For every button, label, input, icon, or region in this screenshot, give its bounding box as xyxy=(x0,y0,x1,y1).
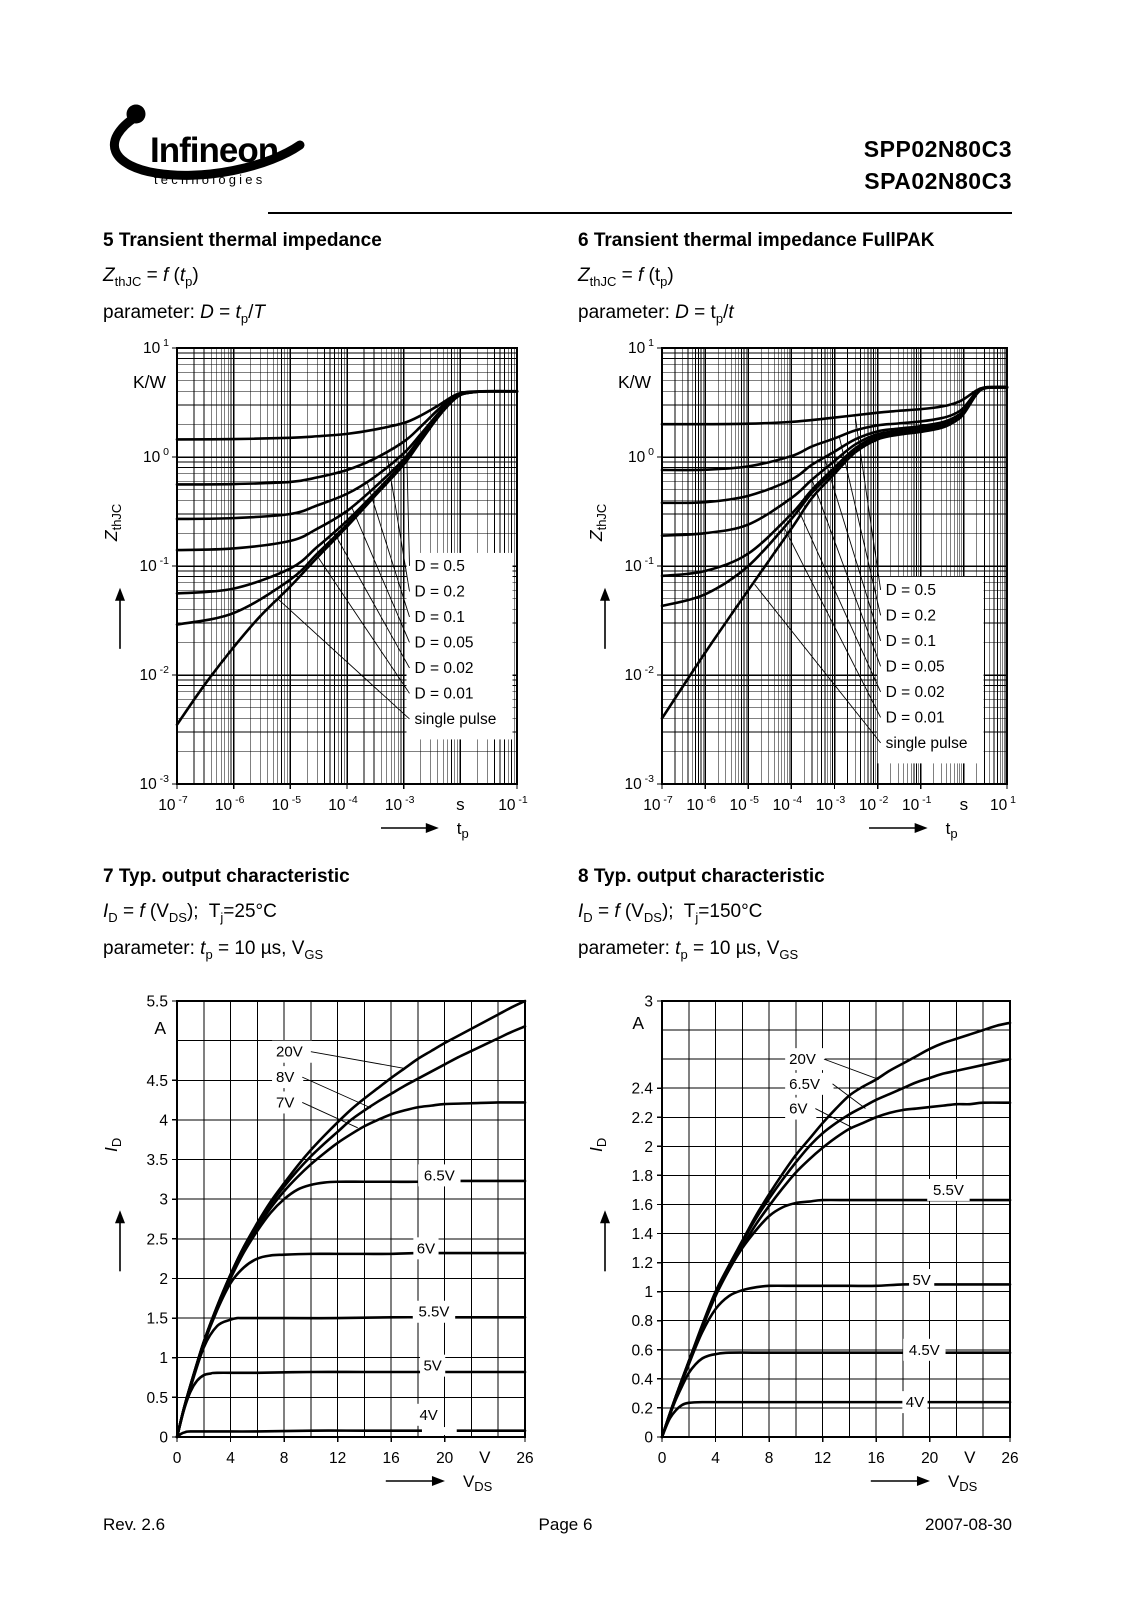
svg-text:8: 8 xyxy=(279,1450,289,1467)
svg-text:10 -4: 10 $^{-4}$ xyxy=(328,794,358,814)
svg-text:5.5: 5.5 xyxy=(146,993,168,1011)
svg-text:1.5: 1.5 xyxy=(146,1310,168,1328)
part-number-1: SPP02N80C3 xyxy=(863,136,1012,162)
svg-text:10 -7: 10 $^{-7}$ xyxy=(643,794,673,814)
footer-page: Page 6 xyxy=(538,1515,593,1534)
svg-text:1.8: 1.8 xyxy=(631,1167,653,1185)
svg-text:1: 1 xyxy=(644,1284,653,1302)
svg-text:VDS: $V_{DS}$ xyxy=(462,1472,493,1494)
svg-text:5.5V: 5.5V xyxy=(933,1181,964,1199)
logo-dot-icon xyxy=(127,105,146,124)
svg-text:ID: $I_D$ xyxy=(101,1137,124,1153)
svg-text:D = 0.5: D = 0.5 xyxy=(885,581,937,599)
svg-text:D = 0.2: D = 0.2 xyxy=(414,583,465,601)
svg-text:ZthJC: $Z_{thJC}$ xyxy=(101,503,124,542)
svg-text:2.5: 2.5 xyxy=(146,1231,168,1249)
chart-8-typ-output-characteristic-150c xyxy=(580,963,1045,1508)
footer-rev: Rev. 2.6 xyxy=(103,1515,166,1534)
section-5-function: $Z_{thJC} = f$ $(t_p)$ xyxy=(103,265,199,289)
svg-text:10 -2: 10 $^{-2}$ xyxy=(624,664,654,684)
svg-text:4.5V: 4.5V xyxy=(908,1341,940,1359)
section-5-parameter: parameter: $D = t_p/T$ xyxy=(103,302,265,326)
svg-text:26: 26 xyxy=(1001,1450,1019,1467)
svg-text:2: 2 xyxy=(644,1138,653,1156)
svg-text:1.6: 1.6 xyxy=(631,1196,653,1214)
part-number-2: SPA02N80C3 xyxy=(864,168,1012,194)
svg-text:20: 20 xyxy=(921,1450,939,1467)
section-5-title: 5 Transient thermal impedance xyxy=(103,230,382,251)
svg-text:10 -2: 10 $^{-2}$ xyxy=(139,664,169,684)
svg-text:10 -3: 10 $^{-3}$ xyxy=(815,794,846,814)
svg-text:D = 0.2: D = 0.2 xyxy=(885,607,937,625)
svg-text:3: 3 xyxy=(159,1191,168,1209)
svg-text:5V: 5V xyxy=(912,1272,931,1290)
svg-text:V: V xyxy=(964,1448,976,1467)
svg-text:10 -7: 10 $^{-7}$ xyxy=(158,794,188,814)
svg-text:0.8: 0.8 xyxy=(631,1313,653,1331)
svg-text:0.4: 0.4 xyxy=(631,1371,653,1389)
svg-text:10 -5: 10 $^{-5}$ xyxy=(271,794,302,814)
svg-text:A: A xyxy=(154,1018,166,1038)
svg-text:10 -2: 10 $^{-2}$ xyxy=(858,794,889,814)
svg-text:6V: 6V xyxy=(789,1100,808,1118)
svg-text:10 -1: 10 $^{-1}$ xyxy=(139,555,169,575)
section-8-title: 8 Typ. output characteristic xyxy=(578,866,825,887)
svg-text:single pulse: single pulse xyxy=(885,734,968,752)
svg-text:tp: $t_p$ xyxy=(945,819,958,841)
svg-text:0: 0 xyxy=(172,1450,182,1467)
section-7-parameter: parameter: $t_p = 10$ µs, $V_{GS}$ xyxy=(103,938,324,962)
svg-text:2: 2 xyxy=(159,1270,168,1288)
svg-text:10 1: 10 $^1$ xyxy=(142,337,169,357)
svg-text:D = 0.02: D = 0.02 xyxy=(414,659,474,677)
svg-text:V: V xyxy=(479,1448,491,1467)
svg-text:6.5V: 6.5V xyxy=(423,1167,455,1185)
svg-text:VDS: $V_{DS}$ xyxy=(947,1472,978,1494)
svg-text:D = 0.01: D = 0.01 xyxy=(885,709,945,727)
svg-text:20V: 20V xyxy=(789,1051,816,1069)
svg-text:1: 1 xyxy=(159,1350,168,1368)
section-7-function: $I_D = f$ $(V_{DS})$; $T_j=25^\circ C$ xyxy=(103,901,277,925)
section-8-parameter: parameter: $t_p = 10$ µs, $V_{GS}$ xyxy=(578,938,799,962)
section-8-function: $I_D = f$ $(V_{DS})$; $T_j=150^\circ C$ xyxy=(578,901,763,925)
svg-text:10 -3: 10 $^{-3}$ xyxy=(624,773,654,793)
svg-text:0.5: 0.5 xyxy=(146,1389,168,1407)
svg-text:10 -5: 10 $^{-5}$ xyxy=(729,794,760,814)
svg-text:D = 0.1: D = 0.1 xyxy=(885,632,937,650)
svg-text:ZthJC: $Z_{thJC}$ xyxy=(586,503,609,542)
svg-text:0: 0 xyxy=(644,1429,653,1447)
svg-text:s: s xyxy=(456,795,465,814)
svg-text:0.6: 0.6 xyxy=(631,1342,653,1360)
svg-text:4V: 4V xyxy=(419,1406,438,1424)
svg-text:K/W: K/W xyxy=(132,372,166,392)
section-6-parameter: parameter: $D = t_p/t$ xyxy=(578,302,734,326)
svg-text:4V: 4V xyxy=(905,1394,925,1412)
svg-text:D = 0.05: D = 0.05 xyxy=(414,634,474,652)
svg-text:4: 4 xyxy=(159,1112,168,1130)
svg-text:0.2: 0.2 xyxy=(631,1400,653,1418)
svg-text:10 -3: 10 $^{-3}$ xyxy=(139,773,169,793)
svg-text:7V: 7V xyxy=(276,1094,295,1112)
chart-5-transient-thermal-impedance xyxy=(95,335,550,850)
svg-text:0: 0 xyxy=(159,1429,168,1447)
svg-text:10 1: 10 $^1$ xyxy=(989,794,1017,814)
section-6-function: $Z_{thJC} = f$ $(t_p)$ xyxy=(578,265,674,289)
svg-text:6.5V: 6.5V xyxy=(789,1075,821,1093)
svg-text:16: 16 xyxy=(382,1450,400,1467)
logo-wordmark: Infineon xyxy=(150,131,279,170)
infineon-logo xyxy=(88,103,313,208)
svg-text:D = 0.5: D = 0.5 xyxy=(414,557,465,575)
svg-text:4: 4 xyxy=(226,1450,235,1467)
header-rule xyxy=(268,212,1012,214)
svg-text:ID: $I_D$ xyxy=(586,1137,609,1153)
svg-text:26: 26 xyxy=(516,1450,534,1467)
svg-text:single pulse: single pulse xyxy=(414,710,497,728)
chart-7-typ-output-characteristic-25c xyxy=(95,963,560,1508)
svg-text:2.2: 2.2 xyxy=(631,1109,653,1127)
svg-text:4: 4 xyxy=(711,1450,720,1467)
svg-text:0: 0 xyxy=(657,1450,667,1467)
svg-text:8V: 8V xyxy=(276,1069,295,1087)
svg-text:10 0: 10 $^0$ xyxy=(627,446,654,466)
svg-text:2.4: 2.4 xyxy=(631,1080,653,1098)
svg-text:D = 0.01: D = 0.01 xyxy=(414,685,474,703)
svg-text:10 1: 10 $^1$ xyxy=(627,337,654,357)
svg-text:20V: 20V xyxy=(276,1043,303,1061)
svg-text:3: 3 xyxy=(644,993,653,1011)
svg-text:12: 12 xyxy=(328,1450,347,1467)
svg-text:6V: 6V xyxy=(416,1240,436,1258)
svg-text:10 -6: 10 $^{-6}$ xyxy=(214,794,245,814)
svg-text:20: 20 xyxy=(436,1450,454,1467)
svg-text:10 -6: 10 $^{-6}$ xyxy=(686,794,716,814)
svg-text:1.4: 1.4 xyxy=(631,1226,653,1244)
svg-text:16: 16 xyxy=(867,1450,885,1467)
svg-text:D = 0.02: D = 0.02 xyxy=(885,683,945,701)
section-7-title: 7 Typ. output characteristic xyxy=(103,866,350,887)
svg-text:5.5V: 5.5V xyxy=(418,1303,450,1321)
svg-text:3.5: 3.5 xyxy=(146,1152,168,1170)
svg-text:5V: 5V xyxy=(423,1357,442,1375)
logo-subtext: technologies xyxy=(154,172,266,187)
svg-text:8: 8 xyxy=(764,1450,774,1467)
footer-date: 2007-08-30 xyxy=(925,1515,1012,1534)
svg-text:12: 12 xyxy=(813,1450,832,1467)
chart-6-transient-thermal-impedance-fullpak xyxy=(580,335,1035,850)
svg-text:10 -4: 10 $^{-4}$ xyxy=(772,794,803,814)
part-numbers xyxy=(864,133,1012,197)
svg-text:s: s xyxy=(959,795,969,814)
svg-text:10 -3: 10 $^{-3}$ xyxy=(384,794,415,814)
section-6-title: 6 Transient thermal impedance FullPAK xyxy=(578,230,935,251)
svg-text:D = 0.1: D = 0.1 xyxy=(414,608,465,626)
svg-text:4.5: 4.5 xyxy=(146,1072,168,1090)
svg-text:1.2: 1.2 xyxy=(631,1255,653,1273)
svg-text:A: A xyxy=(632,1013,644,1033)
svg-text:D = 0.05: D = 0.05 xyxy=(885,658,945,676)
svg-text:10 -1: 10 $^{-1}$ xyxy=(498,794,528,814)
svg-text:tp: $t_p$ xyxy=(456,819,469,841)
svg-text:10 -1: 10 $^{-1}$ xyxy=(901,794,932,814)
svg-text:10 0: 10 $^0$ xyxy=(142,446,169,466)
svg-text:K/W: K/W xyxy=(617,372,651,392)
svg-text:10 -1: 10 $^{-1}$ xyxy=(624,555,654,575)
